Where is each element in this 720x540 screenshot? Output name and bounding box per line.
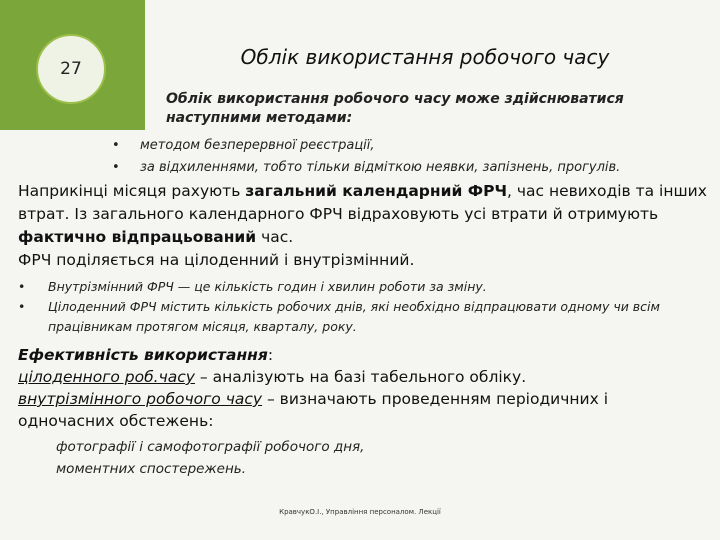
bullet-icon: • [18,279,26,294]
bullet-icon: • [112,138,120,153]
definitions-list [18,277,708,337]
efficiency-line-2: внутрізмінного робочого часу – визначають проведенням періодичних і одночасних обстежень: [18,390,609,430]
bullet-icon: • [18,299,26,314]
footer-credit: КравчукО.І., Управління персоналом. Лекції [279,508,441,516]
slide-title: Облік використання робочого часу [240,45,610,69]
list-item: • Внутрізмінний ФРЧ — це кількість годин і хвилин роботи за зміну. [18,277,708,297]
slide-subtitle: Облік використання робочого часу може здійснюватися наступними методами: [166,91,624,126]
efficiency-line-1: цілоденного роб.часу – аналізують на базі табельного обліку. [18,368,527,386]
methods-list [112,135,712,179]
list-item: моментних спостережень. [56,461,247,477]
main-paragraph [18,180,708,272]
list-item: • Цілоденний ФРЧ містить кількість робочих днів, які необхідно відпрацювати одному чи всім працівникам протягом місяця, кварталу, року. [18,297,708,337]
list-item: фотографії і самофотографії робочого дня, [56,439,365,455]
paragraph-1: Наприкінці місяця рахують загальний календарний ФРЧ, час невиходів та інших втрат. Із загального календарного ФРЧ відраховують усі втрати й отримують фактично відпрацьований час. [18,182,707,246]
slide-number: 27 [36,34,106,104]
survey-methods [56,436,364,480]
list-item: • за відхиленнями, тобто тільки відміткою неявки, запізнень, прогулів. [112,157,712,179]
bullet-icon: • [112,160,120,175]
list-item: • методом безперервної реєстрації, [112,135,712,157]
efficiency-section [18,344,708,432]
paragraph-2: ФРЧ поділяється на цілоденний і внутрізмінний. [18,251,415,269]
efficiency-heading: Ефективність використання: [18,346,274,364]
